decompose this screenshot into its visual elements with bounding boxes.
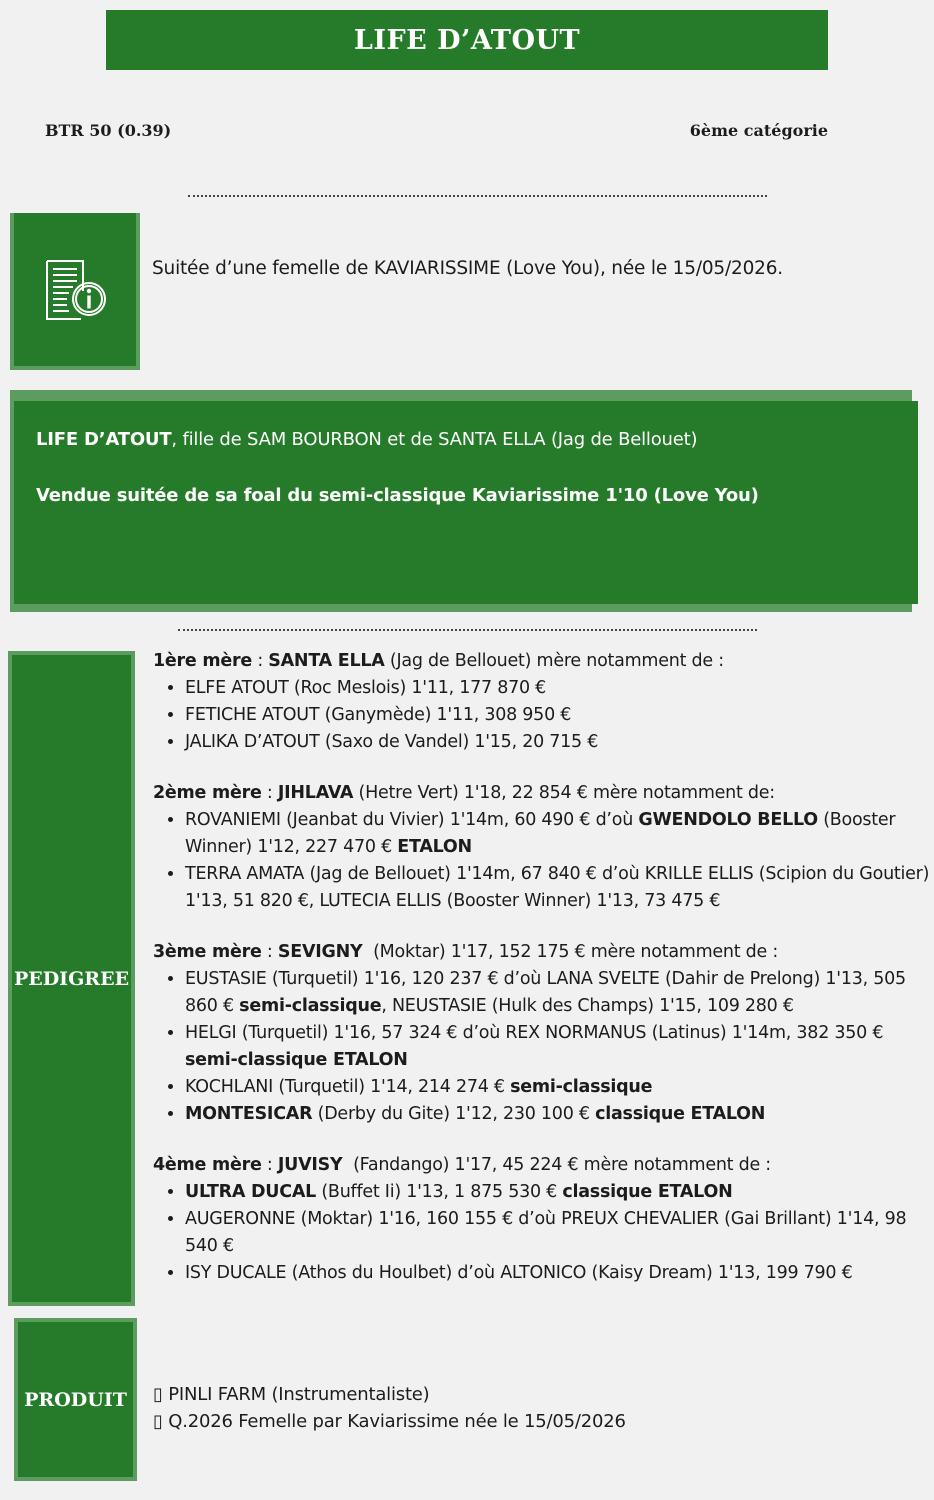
spacer bbox=[153, 915, 931, 939]
pedigree-label: PEDIGREE bbox=[12, 655, 131, 1302]
highlight-text: classique ETALON bbox=[595, 1104, 766, 1124]
item-text: AUGERONNE (Moktar) 1'16, 160 155 € d’où PREUX CHEVALIER (Gai Brillant) 1'14, 98 540 € bbox=[185, 1209, 907, 1256]
mother-heading bbox=[153, 1152, 931, 1179]
spacer bbox=[153, 1128, 931, 1152]
list-item bbox=[185, 675, 931, 702]
item-text: , NEUSTASIE (Hulk des Champs) 1'15, 109 280 € bbox=[381, 996, 794, 1016]
horse-parents: , fille de SAM BOURBON et de SANTA ELLA (Jag de Bellouet) bbox=[171, 429, 698, 450]
highlight-text: semi-classique bbox=[510, 1077, 653, 1097]
highlight-text: GWENDOLO BELLO bbox=[638, 810, 818, 830]
separator: : bbox=[261, 1155, 278, 1175]
item-text: HELGI (Turquetil) 1'16, 57 324 € d’où REX NORMANUS (Latinus) 1'14m, 382 350 € bbox=[185, 1023, 884, 1043]
item-text: ELFE ATOUT (Roc Meslois) 1'11, 177 870 € bbox=[185, 678, 547, 698]
produit-list bbox=[153, 1381, 626, 1435]
banner-line-1 bbox=[36, 429, 697, 450]
list-item bbox=[185, 1020, 931, 1074]
mother-rank: 2ème mère bbox=[153, 783, 262, 803]
list-item bbox=[185, 1179, 931, 1206]
produit-line: ▯ Q.2026 Femelle par Kaviarissime née le 15/05/2026 bbox=[153, 1411, 626, 1432]
highlight-text: semi-classique ETALON bbox=[185, 1050, 408, 1070]
mother-heading bbox=[153, 648, 931, 675]
offspring-list bbox=[153, 675, 931, 756]
item-text: KOCHLANI (Turquetil) 1'14, 214 274 € bbox=[185, 1077, 511, 1097]
pedigree-list bbox=[153, 648, 931, 1287]
item-text: ISY DUCALE (Athos du Houlbet) d’où ALTONICO (Kaisy Dream) 1'13, 199 790 € bbox=[185, 1263, 853, 1283]
list-item bbox=[185, 1101, 931, 1128]
mother-details: (Fandango) 1'17, 45 224 € mère notamment de : bbox=[342, 1155, 771, 1175]
banner bbox=[14, 401, 918, 604]
item-text: (Derby du Gite) 1'12, 230 100 € bbox=[312, 1104, 596, 1124]
separator: : bbox=[261, 783, 278, 803]
item-text: (Booster Winner) 1'12, 227 470 € bbox=[185, 810, 896, 857]
highlight-text: ULTRA DUCAL bbox=[185, 1182, 317, 1202]
mother-name: SEVIGNY bbox=[277, 942, 363, 962]
mother-rank: 1ère mère bbox=[153, 651, 252, 671]
item-text: JALIKA D’ATOUT (Saxo de Vandel) 1'15, 20 715 € bbox=[185, 732, 599, 752]
item-text: TERRA AMATA (Jag de Bellouet) 1'14m, 67 840 € d’où KRILLE ELLIS (Scipion du Goutier) 1'13, 51 820 €, LUTECIA ELLIS (Booster Winner) 1'13, 73 475 € bbox=[185, 864, 930, 911]
category-label: 6ème catégorie bbox=[689, 121, 828, 140]
list-item bbox=[185, 1206, 931, 1260]
info-box bbox=[14, 213, 136, 366]
document-info-icon bbox=[43, 257, 109, 323]
offspring-list bbox=[153, 1179, 931, 1287]
mother-heading bbox=[153, 780, 931, 807]
divider bbox=[178, 629, 757, 631]
mother-heading bbox=[153, 939, 931, 966]
mother-name: JUVISY bbox=[277, 1155, 343, 1175]
list-item bbox=[185, 807, 931, 861]
list-item bbox=[185, 966, 931, 1020]
btr-rating: BTR 50 (0.39) bbox=[45, 121, 172, 140]
highlight-text: MONTESICAR bbox=[185, 1104, 313, 1124]
mother-rank: 4ème mère bbox=[153, 1155, 262, 1175]
mother-details: (Moktar) 1'17, 152 175 € mère notamment de : bbox=[362, 942, 779, 962]
mother-details: (Jag de Bellouet) mère notamment de : bbox=[384, 651, 724, 671]
list-item bbox=[185, 1074, 931, 1101]
item-text: FETICHE ATOUT (Ganymède) 1'11, 308 950 € bbox=[185, 705, 572, 725]
list-item bbox=[185, 861, 931, 915]
mother-rank: 3ème mère bbox=[153, 942, 262, 962]
highlight-text: semi-classique bbox=[239, 996, 382, 1016]
list-item bbox=[185, 1260, 931, 1287]
spacer bbox=[153, 756, 931, 780]
separator: : bbox=[252, 651, 269, 671]
divider bbox=[188, 195, 767, 197]
produit-line: ▯ PINLI FARM (Instrumentaliste) bbox=[153, 1384, 430, 1405]
produit-label: PRODUIT bbox=[18, 1322, 133, 1477]
info-text: Suitée d’une femelle de KAVIARISSIME (Love You), née le 15/05/2026. bbox=[152, 258, 783, 279]
item-text: EUSTASIE (Turquetil) 1'16, 120 237 € d’où LANA SVELTE (Dahir de Prelong) 1'13, 505 860 € bbox=[185, 969, 906, 1016]
item-text: (Buffet Ii) 1'13, 1 875 530 € bbox=[316, 1182, 563, 1202]
mother-name: SANTA ELLA bbox=[268, 651, 385, 671]
offspring-list bbox=[153, 807, 931, 915]
highlight-text: classique ETALON bbox=[562, 1182, 733, 1202]
offspring-list bbox=[153, 966, 931, 1128]
mother-details: (Hetre Vert) 1'18, 22 854 € mère notamment de: bbox=[353, 783, 775, 803]
page-title: LIFE D’ATOUT bbox=[106, 10, 828, 70]
banner-line-2: Vendue suitée de sa foal du semi-classique Kaviarissime 1'10 (Love You) bbox=[36, 485, 759, 506]
horse-name: LIFE D’ATOUT bbox=[36, 429, 172, 450]
highlight-text: ETALON bbox=[397, 837, 472, 857]
mother-name: JIHLAVA bbox=[277, 783, 354, 803]
list-item bbox=[185, 729, 931, 756]
separator: : bbox=[261, 942, 278, 962]
list-item bbox=[185, 702, 931, 729]
item-text: ROVANIEMI (Jeanbat du Vivier) 1'14m, 60 490 € d’où bbox=[185, 810, 639, 830]
